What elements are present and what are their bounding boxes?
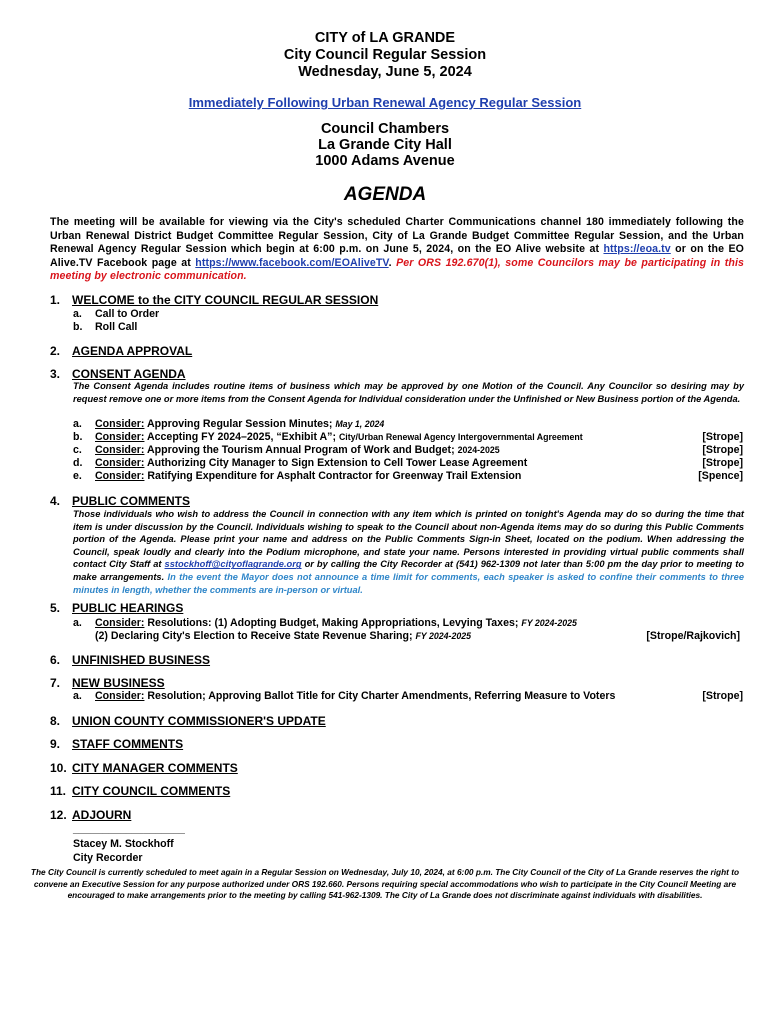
section-title: CITY MANAGER COMMENTS xyxy=(72,761,238,775)
consent-item-a xyxy=(73,418,743,430)
venue-hall: La Grande City Hall xyxy=(318,137,452,153)
item-letter: e. xyxy=(73,470,82,482)
section-number: 10. xyxy=(50,761,67,775)
section-title: PUBLIC COMMENTS xyxy=(72,494,190,508)
hearing-item-a xyxy=(73,617,743,629)
consent-note: The Consent Agenda includes routine items of business which may be approved by one Motion of the Council. Any Councilor so desiring may by request remove one or more items from the Consent Agenda for Individual consideration under the Unfinished or New Business portion of the Agenda. xyxy=(73,381,744,404)
item-letter: b. xyxy=(73,431,83,443)
consider-label: Consider: xyxy=(95,617,145,629)
consider-label: Consider: xyxy=(95,418,145,430)
item-text: Resolutions: (1) Adopting Budget, Making Appropriations, Levying Taxes; xyxy=(144,617,522,629)
section-number: 5. xyxy=(50,601,61,615)
section-number: 7. xyxy=(50,676,61,690)
item-detail: May 1, 2024 xyxy=(335,419,385,429)
hearing-item-a-2 xyxy=(95,630,740,642)
section-unfinished-business xyxy=(50,653,210,667)
section-title: STAFF COMMENTS xyxy=(72,737,184,751)
item-presenter: [Strope] xyxy=(702,690,743,702)
item-roll-call xyxy=(73,321,137,333)
item-text: Call to Order xyxy=(95,308,160,320)
facebook-link[interactable]: https://www.facebook.com/EOAliveTV xyxy=(195,256,389,269)
item-presenter: [Strope] xyxy=(702,444,743,456)
section-title: WELCOME to the CITY COUNCIL REGULAR SESSION xyxy=(72,293,379,307)
city-title: CITY of LA GRANDE xyxy=(314,30,456,46)
item-text: Accepting FY 2024–2025, “Exhibit A”; xyxy=(144,431,339,443)
comments-text: Those individuals who wish to address the Council in connection with any item which is printed on tonight's Agenda may do so during the time that item is under discussion by the Council. Individuals wishing to speak to the Council about non-Agenda items may do so during this Public Comments portion of the Agenda. Please print your name and address on the Public Comments Sign-in Sheet, located on the podium. When addressing the Council, speak loudly and clearly into the Podium microphone, and state your name. Persons interested in providing virtual public comments shall contact City Staff at xyxy=(73,509,744,570)
venue-address: 1000 Adams Avenue xyxy=(315,153,455,169)
session-title: City Council Regular Session xyxy=(283,47,487,63)
meeting-date: Wednesday, June 5, 2024 xyxy=(298,64,472,80)
item-presenter: [Spence] xyxy=(698,470,743,482)
section-consent-agenda xyxy=(50,367,186,381)
section-title: CITY COUNCIL COMMENTS xyxy=(72,784,231,798)
item-presenter: [Strope] xyxy=(702,457,743,469)
section-title: CONSENT AGENDA xyxy=(72,367,186,381)
item-text: (2) Declaring City's Election to Receive State Revenue Sharing; xyxy=(95,630,416,642)
section-number: 1. xyxy=(50,293,61,307)
section-number: 3. xyxy=(50,367,61,381)
item-letter: a. xyxy=(73,418,82,430)
item-text: Approving the Tourism Annual Program of Work and Budget; xyxy=(144,444,458,456)
section-title: UNFINISHED BUSINESS xyxy=(72,653,211,667)
item-letter: a. xyxy=(73,308,82,320)
intro-text: The meeting will be available for viewing via the City's scheduled Charter Communications channel 180 immediately following the Urban Renewal District Budget Committee Regular Session, City of La Grande Budget Committee Regular Session, and the Urban Renewal Agency Regular Session which begin at 6:00 p.m. on June 5, 2024, on the EO Alive website at xyxy=(50,216,744,255)
section-number: 11. xyxy=(50,784,67,798)
item-letter: d. xyxy=(73,457,83,469)
section-public-hearings xyxy=(50,601,183,615)
item-detail: FY 2024-2025 xyxy=(415,631,472,641)
section-number: 9. xyxy=(50,737,61,751)
public-comments-note xyxy=(73,508,744,596)
section-new-business xyxy=(50,676,165,690)
item-presenter: [Strope] xyxy=(702,431,743,443)
consent-item-d xyxy=(73,457,743,469)
intro-dot: . xyxy=(388,256,392,269)
section-number: 12. xyxy=(50,808,67,822)
section-city-manager-comments xyxy=(50,761,238,775)
ors-notice: Per ORS 192.670(1), some Councilors may be participating in this meeting by electronic communication. xyxy=(50,256,744,282)
footer-notice: The City Council is currently scheduled to meet again in a Regular Session on Wednesday, July 10, 2024, at 6:00 p.m. The City Council of the City of La Grande reserves the right to convene an Executive Session for any purpose authorized under ORS 192.660. Persons requiring special accommodations who wish to participate in the City Council Meeting are encouraged to make arrangements prior to the meeting by calling 541-962-1309. The City of La Grande does not discriminate against individuals with disabilities. xyxy=(30,867,740,900)
consent-item-c xyxy=(73,444,743,456)
signer-role: City Recorder xyxy=(73,852,143,864)
section-city-council-comments xyxy=(50,784,230,798)
venue-chambers: Council Chambers xyxy=(320,121,450,137)
eoa-link[interactable]: https://eoa.tv xyxy=(603,243,671,255)
following-session: Immediately Following Urban Renewal Agency Regular Session xyxy=(188,95,582,110)
consent-item-e xyxy=(73,470,743,482)
item-detail: FY 2024-2025 xyxy=(521,618,577,628)
section-title: AGENDA APPROVAL xyxy=(72,344,193,358)
section-welcome xyxy=(50,293,378,307)
intro-mid-text: or on the EO Alive.TV Facebook page at xyxy=(50,243,744,269)
comments-text-2: or by calling the City Recorder at (541) 962-1309 not later than 5:00 pm the day prior to meeting to make arrangements. xyxy=(73,559,745,582)
intro-paragraph xyxy=(50,216,744,284)
item-text: Roll Call xyxy=(95,321,138,333)
section-adjourn xyxy=(50,808,131,822)
consider-label: Consider: xyxy=(95,470,145,482)
item-detail: 2024-2025 xyxy=(457,445,500,455)
section-number: 8. xyxy=(50,714,61,728)
section-title: PUBLIC HEARINGS xyxy=(72,601,184,615)
item-letter: a. xyxy=(73,617,82,629)
section-title: NEW BUSINESS xyxy=(72,676,165,690)
signer-name: Stacey M. Stockhoff xyxy=(73,838,174,850)
consider-label: Consider: xyxy=(95,444,145,456)
item-text: Authorizing City Manager to Sign Extension to Cell Tower Lease Agreement xyxy=(144,457,528,469)
consider-label: Consider: xyxy=(95,431,145,443)
section-staff-comments xyxy=(50,737,183,751)
section-number: 4. xyxy=(50,494,61,508)
section-commissioner-update xyxy=(50,714,326,728)
item-letter: a. xyxy=(73,690,82,702)
item-letter: c. xyxy=(73,444,82,456)
section-number: 2. xyxy=(50,344,61,358)
agenda-heading: AGENDA xyxy=(343,184,427,205)
section-public-comments xyxy=(50,494,190,508)
section-number: 6. xyxy=(50,653,61,667)
section-title: ADJOURN xyxy=(72,808,132,822)
recorder-email-link[interactable]: sstockhoff@cityoflagrande.org xyxy=(164,559,302,570)
consent-item-b xyxy=(73,431,743,443)
item-text: Approving Regular Session Minutes; xyxy=(144,418,336,430)
consider-label: Consider: xyxy=(95,457,145,469)
item-presenter: [Strope/Rajkovich] xyxy=(646,630,740,642)
consider-label: Consider: xyxy=(95,690,145,702)
section-agenda-approval xyxy=(50,344,192,358)
item-letter: b. xyxy=(73,321,83,333)
time-limit-notice: In the event the Mayor does not announce a time limit for comments, each speaker is asked to confine their comments to three minutes in length, whether the comments are in-person or virtual. xyxy=(73,571,744,595)
item-call-to-order xyxy=(73,308,159,320)
item-text: Resolution; Approving Ballot Title for City Charter Amendments, Referring Measure to Voters xyxy=(144,690,616,702)
new-business-item-a xyxy=(73,690,743,702)
item-detail: City/Urban Renewal Agency Intergovernmental Agreement xyxy=(338,432,583,442)
section-title: UNION COUNTY COMMISSIONER'S UPDATE xyxy=(72,714,326,728)
item-text: Ratifying Expenditure for Asphalt Contractor for Greenway Trail Extension xyxy=(144,470,522,482)
signature-line: ___________________ xyxy=(73,823,185,835)
